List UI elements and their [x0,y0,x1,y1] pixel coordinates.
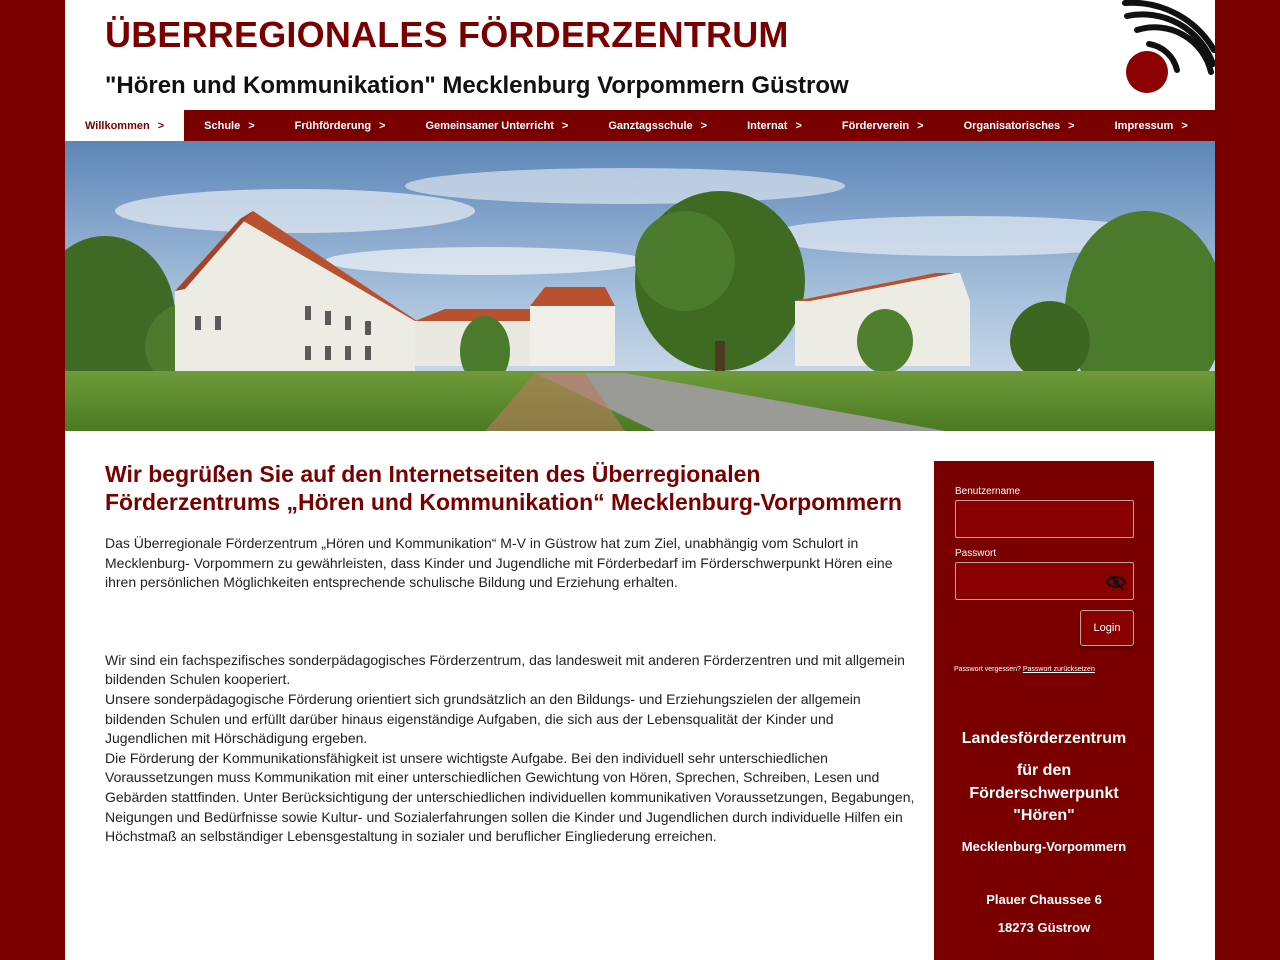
main-nav [65,110,1215,141]
nav-arrow: > [700,119,708,132]
nav-label: Ganztagsschule [608,119,693,132]
nav-arrow: > [795,119,802,132]
nav-label: Willkommen [85,119,150,132]
nav-arrow: > [1181,119,1188,132]
info-line-2: für den [1016,762,1072,779]
description-paragraph-3: Die Förderung der Kommunikationsfähigkeit ist unsere wichtigste Aufgabe. Bei den individuell sehr unterschiedlichen Voraussetzungen muss Kommunikation mit einer unterschiedlichen Gewichtung von Hören, Sprechen, Schreiben, Lesen und Gebärden stattfinden. Unter Berücksichtigung der unterschiedlichen individuellen kommunikativen Voraussetzungen, Begabungen, Neigungen und Bedürfnisse sowie Kultur- und Sozialerfahrungen sollen die Kinder und Jugendlichen durch individuelle Hilfen ein Höchstmaß an selbständiger Lebensgestaltung in sozialer und beruflicher Eingliederung erreichen. [105,749,915,845]
password-field[interactable] [955,562,1134,600]
description-paragraph-2: Unsere sonderpädagogische Förderung orientiert sich grundsätzlich an den Bildungs- und Erziehungszielen der allgemein bildenden Schulen und erfüllt darüber hinaus eigenständige Aufgaben, die sich aus der Lebensqualität der Kinder und Jugendlichen mit Hörschädigung ergeben. [105,690,861,747]
nav-label: Organisatorisches [963,119,1061,132]
hero-image [65,141,1215,431]
intro-paragraph: Das Überregionale Förderzentrum „Hören und Kommunikation“ M-V in Güstrow hat zum Ziel, unabhängig vom Schulort in Mecklenburg- Vorpommern zu gewährleisten, dass Kinder und Jugendliche mit Förderbedarf im Förderschwerpunkt Hören eine ihren persönlichen Möglichkeiten entsprechende schulische Bildung und Erziehung erhalten. [105,535,893,591]
info-line-4: "Hören" [1013,807,1075,824]
nav-item-organisatorisches[interactable] [944,110,1095,141]
header [65,0,1215,110]
site-subtitle: "Hören und Kommunikation" Mecklenburg Vorpommern Güstrow [105,72,849,99]
nav-label: Frühförderung [294,119,372,132]
info-line-3: Förderschwerpunkt [969,785,1119,802]
nav-item-internat[interactable] [727,110,822,141]
nav-item-impressum[interactable] [1095,110,1208,141]
nav-label: Internat [747,119,788,132]
nav-arrow: > [157,119,165,132]
password-label: Passwort [955,548,997,559]
nav-arrow: > [379,119,386,132]
info-line-1: Landesförderzentrum [961,730,1127,747]
login-sidebar [934,461,1154,960]
nav-item-gemeinsamer-unterricht[interactable] [405,110,588,141]
forgot-password-label: Passwort vergessen? [954,666,1021,673]
nav-item-willkommen[interactable] [65,110,184,141]
info-street: Plauer Chaussee 6 [986,892,1102,907]
eye-slash-icon[interactable] [1105,572,1127,592]
nav-item-foerderverein[interactable] [822,110,944,141]
nav-arrow: > [561,119,569,132]
nav-item-fruehfoerderung[interactable] [275,110,406,141]
nav-label: Schule [204,119,241,132]
nav-label: Förderverein [841,119,910,132]
info-region: Mecklenburg-Vorpommern [961,839,1127,854]
nav-arrow: > [1068,119,1075,132]
forgot-password-text [954,666,1095,673]
nav-arrow: > [248,119,255,132]
nav-label: Gemeinsamer Unterricht [425,119,554,132]
username-label: Benutzername [955,486,1021,497]
nav-label: Impressum [1114,119,1174,132]
site-title: ÜBERREGIONALES FÖRDERZENTRUM [105,14,789,55]
reset-password-link[interactable]: Passwort zurücksetzen [1022,666,1095,673]
page-container [65,0,1215,960]
main-content [105,460,915,847]
description-paragraph-1: Wir sind ein fachspezifisches sonderpädagogisches Förderzentrum, das landesweit mit anderen Förderzentren und mit allgemein bildenden Schulen kooperiert. [105,651,905,688]
nav-arrow: > [917,119,924,132]
username-field[interactable] [955,500,1134,538]
login-button[interactable]: Login [1080,610,1134,646]
nav-item-schule[interactable] [184,110,275,141]
info-city: 18273 Güstrow [997,920,1091,935]
logo-hearing-icon[interactable] [1115,0,1215,100]
nav-item-ganztagsschule[interactable] [588,110,727,141]
welcome-heading: Wir begrüßen Sie auf den Internetseiten des Überregionalen Förderzentrums „Hören und Kommunikation“ Mecklenburg-Vorpommern [105,461,902,515]
